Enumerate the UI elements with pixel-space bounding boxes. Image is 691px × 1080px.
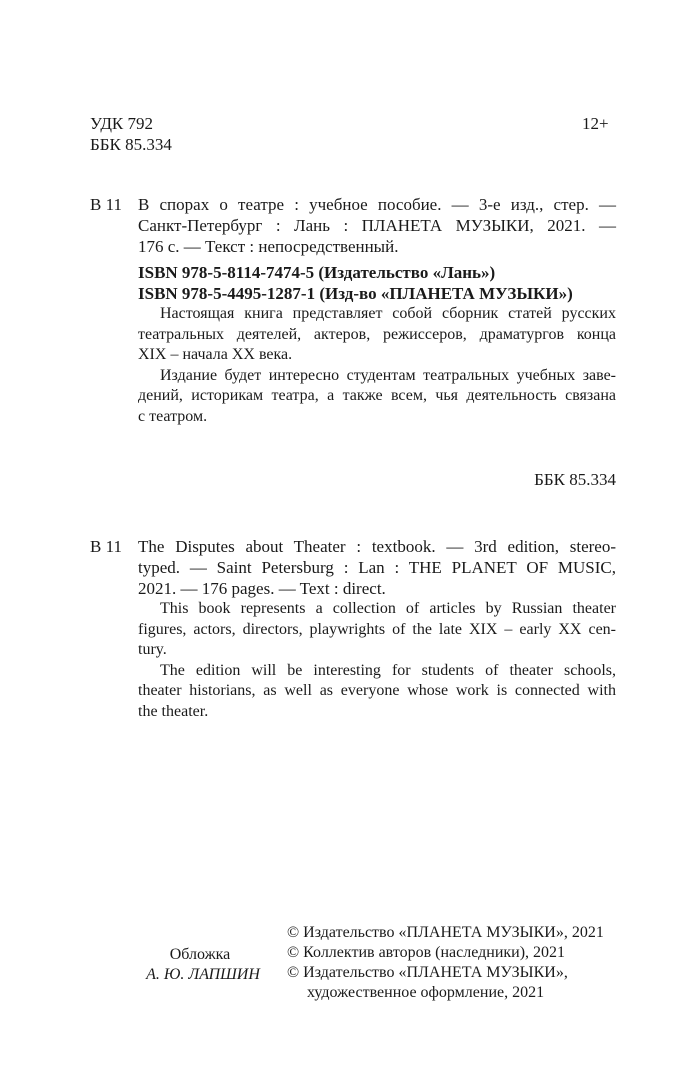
ru-catalog-code: В 11 [90,195,122,214]
cover-artist: А. Ю. ЛАПШИН [146,966,260,983]
age-rating: 12+ [582,114,609,133]
copyright-authors: © Коллектив авторов (наследники), 2021 [287,944,566,961]
en-abstract-line: tury. [138,641,167,658]
en-abstract-line: The edition will be interesting for students of theater schools, [160,661,616,679]
ru-abstract-line: с театром. [138,407,208,425]
ru-biblio-line: В спорах о театре : учебное пособие. — 3-е изд., стер. — [138,195,616,214]
en-biblio-line: typed. — Saint Petersburg : Lan : THE PLANET OF MUSIC, [138,558,616,577]
copyright-design: © Издательство «ПЛАНЕТА МУЗЫКИ», [287,964,568,981]
copyright-publisher: © Издательство «ПЛАНЕТА МУЗЫКИ», 2021 [287,924,604,941]
ru-abstract-line: XIX – начала XX века. [138,346,293,363]
ru-abstract-line: дений, историкам театра, а также всем, чья деятельность связана [138,387,616,404]
en-biblio-line: 2021. — 176 pages. — Text : direct. [138,579,386,598]
copyright-design-continued: художественное оформление, 2021 [307,984,545,1001]
isbn-lan: ISBN 978-5-8114-7474-5 (Издательство «Лань») [138,263,496,282]
en-bibliographic-description [138,536,616,599]
en-abstract-line: figures, actors, directors, playwrights of the late XIX – early XX cen- [138,620,616,638]
en-catalog-code: В 11 [90,537,122,556]
en-abstract-line: the theater. [138,702,209,720]
ru-abstract-line: Настоящая книга представляет собой сборник статей русских [160,305,616,322]
bbk-code: ББК 85.334 [90,135,172,154]
udk-code: УДК 792 [90,114,154,133]
ru-abstract-line: театральных деятелей, актеров, режиссеров, драматургов конца [138,325,616,343]
en-biblio-line: The Disputes about Theater : textbook. — 3rd edition, stereo- [138,537,616,556]
en-abstract-line: This book represents a collection of articles by Russian theater [160,600,616,617]
ru-abstract [138,304,616,427]
bbk-right: ББК 85.334 [534,470,616,489]
isbn-planet-of-music: ISBN 978-5-4495-1287-1 (Изд-во «ПЛАНЕТА МУЗЫКИ») [138,284,573,303]
cover-label: Обложка [169,946,231,963]
en-abstract-line: theater historians, as well as everyone whose work is connected with [138,682,616,699]
ru-biblio-line: 176 с. — Текст : непосредственный. [138,237,399,256]
ru-biblio-line: Санкт-Петербург : Лань : ПЛАНЕТА МУЗЫКИ, 2021. — [138,216,616,235]
en-abstract [138,599,616,722]
ru-bibliographic-description [138,194,616,257]
ru-abstract-line: Издание будет интересно студентам театральных учебных заве- [160,366,616,384]
